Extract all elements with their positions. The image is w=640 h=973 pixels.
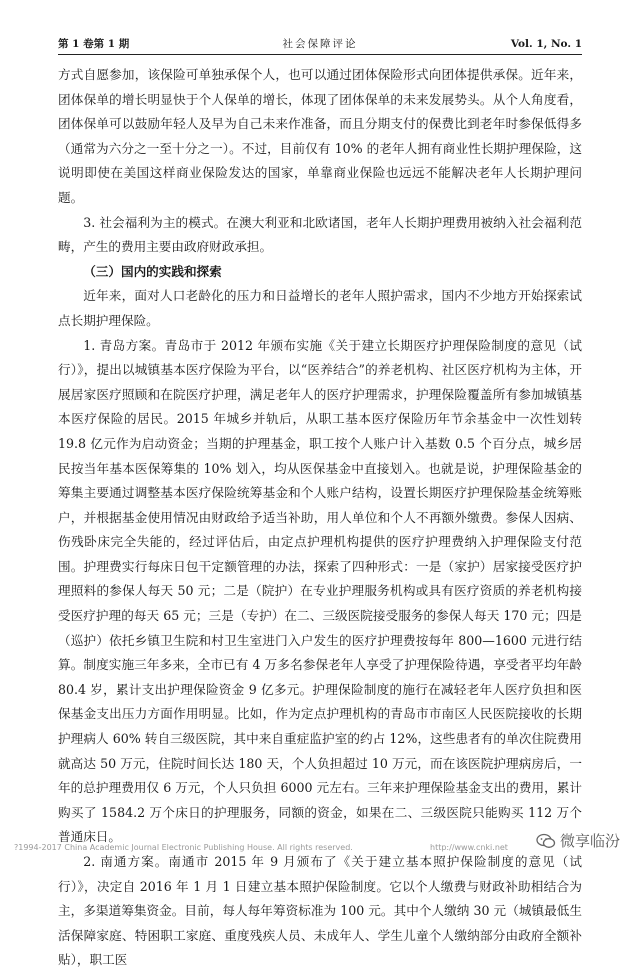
paragraph: 3. 社会福利为主的模式。在澳大利亚和北欧诸国，老年人长期护理费用被纳入社会福利范畴，产生的费用主要由政府财政承担。 [58,214,582,255]
volume-issue-en: Vol. 1, No. 1 [510,38,582,50]
paragraph: 方式自愿参加，该保险可单独承保个人，也可以通过团体保险形式向团体提供承保。近年来，团体保单的增长明显快于个人保单的增长，体现了团体保单的未来发展势头。从个人角度看，团体保单可以鼓励年轻人及早为自己未来作准备，而且分期支付的保费比到老年时参保低得多（通常为六分之一至十分之一）。不过，目前仅有 10% 的老年人拥有商业性长期护理保险，这说明即使在美国这样商业保险发达的国家，单靠商业保险也远远不能解决老年人长期护理问题。 [58,67,582,205]
watermark-text: 微享临汾 [560,832,621,850]
paragraph: 近年来，面对人口老龄化的压力和日益增长的老年人照护需求，国内不少地方开始探索试点长期护理保险。 [58,288,582,328]
copyright-notice: ?1994-2017 China Academic Journal Electronic Publishing House. All rights reserved. [14,843,353,852]
paragraph: 2. 南通方案。南通市 2015 年 9 月颁布了《关于建立基本照护保险制度的意见（试行）》，决定自 2016 年 1 月 1 日建立基本照护保险制度。它以个人缴费与财政补助相结合为主，多渠道筹集资金。目前，每人每年筹资标准为 100 元。其中个人缴纳 30 元（城镇最低生活保障家庭、特困职工家庭、重度残疾人员、未成年人、学生儿童个人缴纳部分由政府全额补贴），职工医 [58,854,582,968]
running-header [58,34,582,55]
journal-title: 社会保障评论 [282,38,358,50]
paragraph: 1. 青岛方案。青岛市于 2012 年颁布实施《关于建立长期医疗护理保险制度的意见（试行）》，提出以城镇基本医疗保险为平台，以“医养结合”的养老机构、社区医疗机构为主体，开展居家医疗照顾和在院医疗护理，满足老年人的医疗护理需求，护理保险覆盖所有参加城镇基本医疗保险的居民。2015 年城乡并轨后，从职工基本医疗保险历年节余基金中一次性划转 19.8 亿元作为启动资金；当期的护理基金，职工按个人账户计入基数 0.5 个百分点，城乡居民按当年基本医保筹集的 10% 划入，均从医保基金中直接划入。也就是说，护理保险基金的筹集主要通过调整基本医疗保险统筹基金和个人账户结构，设置长期医疗护理保险基金统筹账户，并根据基金使用情况由财政给予适当补助，用人单位和个人不再额外缴费。参保人因病、伤残卧床完全失能的，经过评估后，由定点护理机构提供的医疗护理费纳入护理保险支付范围。护理费实行每床日包干定额管理的办法，探索了四种形式：一是（家护）居家接受医疗护理照料的参保人每天 50 元；二是（院护）在专业护理服务机构或具有医疗资质的养老机构接受医疗护理的每天 65 元；三是（专护）在二、三级医院接受服务的参保人每天 170 元；四是（巡护）依托乡镇卫生院和村卫生室进门入户发生的医疗护理费按每年 800—1600 元进行结算。制度实施三年多来，全市已有 4 万多名参保老年人享受了护理保险待遇，享受者平均年龄 80.4 岁，累计支出护理保险资金 9 亿多元。护理保险制度的施行在减轻老年人医疗负担和医保基金支出压力方面作用明显。比如，作为定点护理机构的青岛市市南区人民医院接收的长期护理病人 60% 转自三级医院，其中来自重症监护室的约占 12%，这些患者有的单次住院费用就高达 50 万元，住院时间长达 180 天，个人负担超过 10 万元，而在该医院护理病房后，一年的总护理费用仅 6 万元，个人只负担 6000 元左右。三年来护理保险基金支出的费用，累计购买了 1584.2 万个床日的护理服务，同额的资金，如果在二、三级医院只能购买 112 万个普通床日。 [58,337,582,845]
wechat-icon [536,833,556,849]
article-body [58,63,582,973]
cnki-url: http://www.cnki.net [430,843,508,852]
section-heading: （三）国内的实践和探索 [83,263,222,279]
volume-issue: 第 1 卷第 1 期 [58,38,130,50]
watermark [536,830,620,851]
